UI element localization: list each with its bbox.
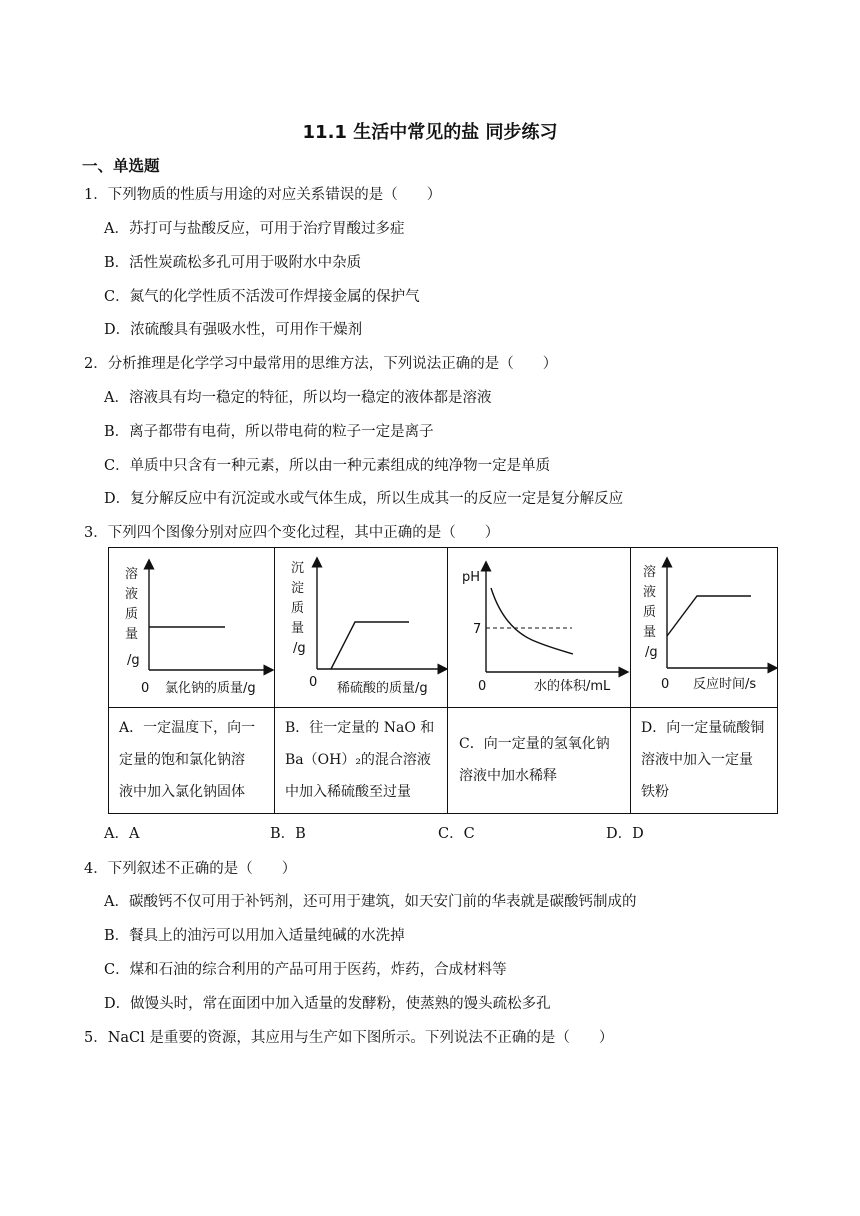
graph-d (631, 548, 777, 706)
graph-d-ylabel-4: 量 (643, 625, 657, 640)
graph-d-description: D．向一定量硫酸铜 溶液中加入一定量 铁粉 (641, 720, 765, 800)
graph-b-xlabel: 稀硫酸的质量/g (337, 681, 428, 696)
question-4-option-c: C．煤和石油的综合利用的产品可用于医药，炸药，合成材料等 (104, 962, 507, 978)
graph-b-ylabel-5: /g (293, 641, 306, 656)
question-4-option-b: B．餐具上的油污可以用加入适量纯碱的水洗掉 (104, 928, 405, 944)
graph-b-origin: 0 (309, 675, 318, 690)
graph-d-curve (667, 596, 751, 636)
question-3-choice-b: B．B (270, 826, 306, 842)
graph-d-ylabel-3: 质 (643, 605, 657, 620)
graph-a-ylabel-4: 量 (125, 627, 139, 642)
graph-a (109, 548, 274, 706)
graph-c-tick-7: 7 (473, 622, 482, 637)
graph-d-ylabel-5: /g (645, 645, 658, 660)
graph-b (275, 548, 447, 706)
question-1-option-c: C．氮气的化学性质不活泼可作焊接金属的保护气 (104, 289, 420, 305)
question-4-stem: 4．下列叙述不正确的是（ ） (84, 861, 297, 877)
graph-a-ylabel-2: 液 (125, 587, 139, 602)
question-2-stem: 2．分析推理是化学学习中最常用的思维方法，下列说法正确的是（ ） (84, 356, 558, 372)
graph-a-ylabel-5: /g (127, 653, 140, 668)
graph-b-ylabel-2: 淀 (291, 581, 305, 596)
graph-a-origin: 0 (141, 681, 150, 696)
question-2-option-b: B．离子都带有电荷，所以带电荷的粒子一定是离子 (104, 424, 434, 440)
question-3-choice-a: A．A (104, 826, 140, 842)
graph-d-xlabel: 反应时间/s (693, 677, 757, 692)
question-5-stem: 5．NaCl 是重要的资源，其应用与生产如下图所示。下列说法不正确的是（ ） (84, 1030, 614, 1046)
question-2-option-d: D．复分解反应中有沉淀或水或气体生成，所以生成其一的反应一定是复分解反应 (104, 491, 624, 507)
section-heading: 一、单选题 (82, 157, 160, 175)
graph-d-ylabel-2: 液 (643, 585, 657, 600)
question-2-option-a: A．溶液具有均一稳定的特征，所以均一稳定的液体都是溶液 (104, 390, 492, 406)
question-1-option-d: D．浓硫酸具有强吸水性，可用作干燥剂 (104, 322, 363, 338)
graph-c-ylabel: pH (462, 570, 481, 585)
graph-d-origin: 0 (661, 677, 670, 692)
question-1-option-b: B．活性炭疏松多孔可用于吸附水中杂质 (104, 255, 362, 271)
graph-a-xlabel: 氯化钠的质量/g (165, 681, 256, 696)
question-3-stem: 3．下列四个图像分别对应四个变化过程，其中正确的是（ ） (84, 525, 500, 541)
graph-c (448, 548, 630, 706)
question-2-option-c: C．单质中只含有一种元素，所以由一种元素组成的纯净物一定是单质 (104, 458, 551, 474)
page-title: 11.1 生活中常见的盐 同步练习 (302, 122, 558, 143)
graph-a-ylabel-3: 质 (125, 607, 139, 622)
question-3-choice-c: C．C (438, 826, 475, 842)
graph-b-ylabel-3: 质 (291, 601, 305, 616)
graph-c-origin: 0 (478, 679, 487, 694)
graph-c-curve (491, 588, 573, 654)
question-1-option-a: A．苏打可与盐酸反应，可用于治疗胃酸过多症 (104, 221, 405, 237)
question-1-stem: 1．下列物质的性质与用途的对应关系错误的是（ ） (84, 187, 442, 203)
graph-c-description: C．向一定量的氢氧化钠 溶液中加水稀释 (459, 736, 610, 784)
graph-b-description: B．往一定量的 NaO 和 Ba（OH）₂的混合溶液 中加入稀硫酸至过量 (285, 720, 435, 800)
graph-a-ylabel-1: 溶 (125, 567, 139, 582)
question-3-graph-table (108, 547, 778, 814)
graph-a-description: A．一定温度下，向一 定量的饱和氯化钠溶 液中加入氯化钠固体 (119, 720, 256, 800)
graph-b-ylabel-1: 沉 (291, 561, 305, 576)
question-4-option-d: D．做馒头时，常在面团中加入适量的发酵粉，使蒸熟的馒头疏松多孔 (104, 996, 551, 1012)
question-4-option-a: A．碳酸钙不仅可用于补钙剂，还可用于建筑，如天安门前的华表就是碳酸钙制成的 (104, 894, 637, 910)
graph-b-curve (331, 622, 409, 669)
graph-c-xlabel: 水的体积/mL (534, 679, 611, 694)
graph-d-ylabel-1: 溶 (643, 565, 657, 580)
graph-b-ylabel-4: 量 (291, 621, 305, 636)
question-3-choice-d: D．D (606, 826, 644, 842)
